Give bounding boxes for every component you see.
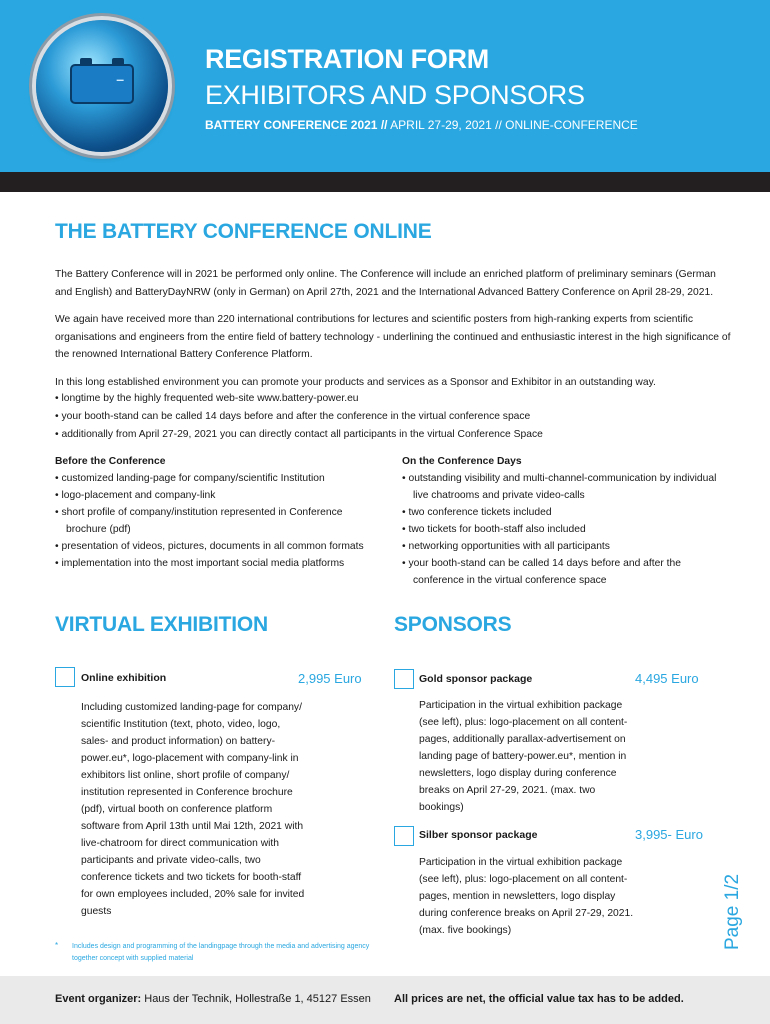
- page-number: Page 1/2: [722, 873, 743, 950]
- intro-bullet: • longtime by the highly frequented web-site www.battery-power.eu: [55, 393, 359, 404]
- list-item: • two conference tickets included: [402, 507, 552, 518]
- conference-name: BATTERY CONFERENCE 2021 //: [205, 118, 388, 132]
- silver-sponsor-description: Participation in the virtual exhibition package (see left), plus: logo-placement on all content-pages, mention in newsletters, logo display during conference breaks on April 27-29, 2021. (max. five bookings): [419, 857, 634, 936]
- battery-logo: [36, 20, 168, 152]
- gold-sponsor-description: Participation in the virtual exhibition package (see left), plus: logo-placement on all content-pages, additionally parallax-advertisement on landing page of battery-power.eu*, mention in newsletters, logo display during conference breaks on April 27-29, 2021. (max. two bookings): [419, 700, 628, 813]
- online-exhibition-label: Online exhibition: [81, 672, 167, 684]
- silver-sponsor-price: 3,995- Euro: [635, 827, 703, 842]
- silver-sponsor-label: Silber sponsor package: [419, 829, 538, 841]
- gold-sponsor-label: Gold sponsor package: [419, 673, 533, 685]
- sponsors-title: SPONSORS: [394, 613, 512, 636]
- footnote-text: Includes design and programming of the landingpage through the media and advertising agency together concept with supplied material: [72, 943, 370, 962]
- list-item: • customized landing-page for company/scientific Institution: [55, 473, 325, 484]
- list-item: • logo-placement and company-link: [55, 490, 216, 501]
- form-subtitle: EXHIBITORS AND SPONSORS: [205, 80, 585, 110]
- conference-days-heading: On the Conference Days: [402, 456, 522, 467]
- silver-sponsor-checkbox[interactable]: [394, 826, 414, 846]
- list-item: • short profile of company/institution represented in Conference brochure (pdf): [55, 507, 343, 535]
- prices-note: All prices are net, the official value tax has to be added.: [394, 993, 684, 1005]
- intro-paragraph-2: We again have received more than 220 international contributions for lectures and scientific posters from high-ranking experts from scientific organisations and engineers from the entire field of battery technology - underlining the continued and enthusiastic interest in the high significance of the renowned International Battery Conference Platform.: [55, 314, 731, 360]
- list-item: • presentation of videos, pictures, documents in all common formats: [55, 541, 364, 552]
- battery-icon: [70, 64, 134, 104]
- online-exhibition-checkbox[interactable]: [55, 667, 75, 687]
- before-conference-column: [55, 453, 380, 572]
- list-item: • networking opportunities with all participants: [402, 541, 610, 552]
- form-title: REGISTRATION FORM: [205, 44, 489, 74]
- conference-line: [205, 118, 638, 132]
- list-item: • implementation into the most important social media platforms: [55, 558, 345, 569]
- gold-sponsor-checkbox[interactable]: [394, 669, 414, 689]
- online-exhibition-description: Including customized landing-page for company/ scientific Institution (text, photo, video, logo, sales- and product information) on battery-power.eu*, logo-placement with company-link in exhibitors list online, short profile of company/ institution represented in Conference brochure (pdf), virtual booth on conference platform software from April 13th until Mai 12th, 2021 with live-chatroom for direct communication with participants and private video-calls, two conference tickets and two tickets for booth-staff for own employees included, 20% sale for invited guests: [81, 702, 305, 917]
- intro-paragraph-1: The Battery Conference will in 2021 be performed only online. The Conference will include an enriched platform of preliminary seminars (German and English) and BatteryDayNRW (only in German) on April 27th, 2021 and the International Advanced Battery Conference on April 28-29, 2021.: [55, 269, 716, 298]
- intro-bullet: • additionally from April 27-29, 2021 you can directly contact all participants in the virtual Conference Space: [55, 429, 543, 440]
- organizer-address: Haus der Technik, Hollestraße 1, 45127 Essen: [141, 993, 371, 1005]
- organizer-label: Event organizer:: [55, 993, 142, 1005]
- intro-paragraph-3: In this long established environment you can promote your products and services as a Sponsor and Exhibitor in an outstanding way.: [55, 377, 656, 388]
- event-organizer: [55, 993, 371, 1005]
- intro-bullets: [55, 390, 731, 444]
- footnote-marker: *: [55, 941, 59, 950]
- list-item: • two tickets for booth-staff also included: [402, 524, 586, 535]
- intro-bullet: • your booth-stand can be called 14 days before and after the conference in the virtual conference space: [55, 411, 531, 422]
- online-exhibition-price: 2,995 Euro: [298, 671, 362, 686]
- before-conference-heading: Before the Conference: [55, 456, 166, 467]
- list-item: • outstanding visibility and multi-channel-communication by individual live chatrooms and private video-calls: [402, 473, 717, 501]
- list-item: • your booth-stand can be called 14 days before and after the conference in the virtual conference space: [402, 558, 681, 586]
- conference-dates: APRIL 27-29, 2021 // ONLINE-CONFERENCE: [387, 118, 638, 132]
- header-divider: [0, 172, 770, 192]
- gold-sponsor-price: 4,495 Euro: [635, 671, 699, 686]
- battery-minus-sign: –: [116, 71, 124, 87]
- intro-title: THE BATTERY CONFERENCE ONLINE: [55, 220, 432, 243]
- virtual-exhibition-title: VIRTUAL EXHIBITION: [55, 613, 269, 636]
- conference-days-column: [402, 453, 732, 589]
